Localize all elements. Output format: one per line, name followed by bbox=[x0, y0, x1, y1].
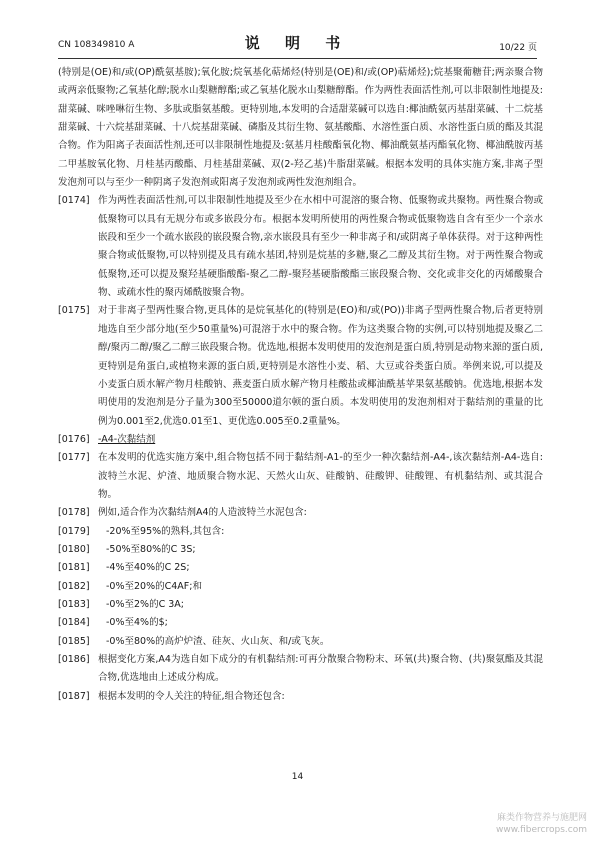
page-number: 14 bbox=[291, 772, 304, 782]
paragraph-text: -4%至40%的C 2S; bbox=[106, 562, 190, 574]
watermark bbox=[496, 812, 587, 836]
paragraph-text: 例如,适合作为次黏结剂A4的人造波特兰水泥包含: bbox=[98, 507, 307, 519]
paragraph-text: -0%至80%的高炉炉渣、硅灰、火山灰、和/或飞灰。 bbox=[106, 635, 330, 647]
paragraph bbox=[58, 523, 543, 541]
header-divider bbox=[58, 58, 537, 59]
paragraph-number: [0186] bbox=[58, 654, 90, 665]
paragraph-text: -0%至2%的C 3A; bbox=[106, 598, 184, 610]
paragraph-number: [0183] bbox=[58, 598, 90, 610]
paragraph bbox=[58, 192, 543, 302]
page-info: 10/22 页 bbox=[499, 43, 537, 53]
watermark-text: 麻类作物营养与施肥网 bbox=[496, 813, 587, 823]
page-header bbox=[58, 22, 537, 62]
document-body bbox=[58, 64, 543, 754]
paragraph bbox=[58, 614, 543, 632]
paragraph-number: [0182] bbox=[58, 580, 90, 592]
paragraph bbox=[58, 559, 543, 577]
paragraph-number: [0177] bbox=[58, 452, 90, 464]
paragraph bbox=[58, 651, 543, 688]
paragraph-text: 根据本发明的令人关注的特征,组合物还包含: bbox=[98, 690, 285, 702]
watermark-url: www.fibercrops.com bbox=[496, 825, 587, 835]
paragraph-number: [0174] bbox=[58, 195, 90, 207]
paragraph-number: [0180] bbox=[58, 543, 90, 555]
paragraph-text: 根据变化方案,A4为选自如下成分的有机黏结剂:可再分散聚合物粉末、环氧(共)聚合物、(共)聚氨酯及其混合物,优选地由上述成分构成。 bbox=[98, 654, 543, 684]
paragraph-text: -A4-次黏结剂 bbox=[98, 433, 156, 445]
paragraph bbox=[58, 449, 543, 504]
paragraph bbox=[58, 578, 543, 596]
paragraph-number: [0181] bbox=[58, 562, 90, 574]
paragraph bbox=[58, 596, 543, 614]
paragraph-list bbox=[58, 192, 543, 706]
paragraph-number: [0176] bbox=[58, 433, 90, 445]
intro-paragraph: (特别是(OE)和/或(OP)酰氨基胺);氧化胺;烷氧基化萜烯烃(特别是(OE)和/或(OP)萜烯烃);烷基聚葡糖苷;两亲聚合物或两亲低聚物;乙氧基化醇;脱水山梨糖醇酯;或乙氧基化脱水山梨糖醇酯。作为两性表面活性剂,可以非限制性地提及:甜菜碱、咪唑啉衍生物、多肽或脂氨基酸。更特别地,本发明的合适甜菜碱可以选自:椰油酰氨丙基甜菜碱、十二烷基甜菜碱、十六烷基甜菜碱、十八烷基甜菜碱、磷脂及其衍生物、氨基酸酯、水溶性蛋白质、水溶性蛋白质的酯及其混合物。作为阳离子表面活性剂,还可以非限制性地提及:氨基月桂酸酯氧化物、椰油酰氨基丙酯氧化物、椰油酰胺丙基二甲基胺氧化物、月桂基丙酸酯、月桂基甜菜碱、双(2-羟乙基)牛脂甜菜碱。根据本发明的具体实施方案,非离子型发泡剂可以与至少一种阴离子发泡剂或阳离子发泡剂或两性发泡剂组合。 bbox=[58, 67, 543, 189]
paragraph bbox=[58, 688, 543, 706]
paragraph bbox=[58, 541, 543, 559]
paragraph-text: 作为两性表面活性剂,可以非限制性地提及至少在水相中可混溶的聚合物、低聚物或共聚物。两性聚合物或低聚物可以具有无规分布或多嵌段分布。根据本发明所使用的两性聚合物或低聚物选自含有至少一个亲水嵌段和至少一个疏水嵌段的嵌段聚合物,亲水嵌段具有至少一种非离子和/或阴离子单体获得。对于这种两性聚合物或低聚物,可以特别提及具有疏水基团,特别是烷基的多糖,聚乙二醇及其衍生物。对于两性聚合物或低聚物,还可以提及聚羟基硬脂酸酯-聚乙二醇-聚羟基硬脂酸酯三嵌段聚合物、交化或非交化的丙烯酸聚合物、或疏水性的聚丙烯酰胺聚合物。 bbox=[98, 195, 543, 299]
paragraph-number: [0185] bbox=[58, 635, 90, 647]
paragraph-text: -0%至4%的$; bbox=[106, 617, 168, 629]
paragraph-number: [0175] bbox=[58, 305, 90, 317]
paragraph bbox=[58, 504, 543, 522]
paragraph-text: 在本发明的优选实施方案中,组合物包括不同于黏结剂-A1-的至少一种次黏结剂-A4-,该次黏结剂-A4-选自:波特兰水泥、炉渣、地质聚合物水泥、天然火山灰、硅酸钠、硅酸钾、硅酸锂、有机黏结剂、或其混合物。 bbox=[98, 452, 543, 500]
paragraph-text: -50%至80%的C 3S; bbox=[106, 543, 196, 555]
paragraph bbox=[58, 431, 543, 449]
paragraph-text: -0%至20%的C4AF;和 bbox=[106, 580, 202, 592]
paragraph bbox=[58, 633, 543, 651]
paragraph-text: -20%至95%的熟料,其包含: bbox=[106, 525, 225, 537]
paragraph-text: 对于非离子型两性聚合物,更具体的是烷氧基化的(特别是(EO)和/或(PO))非离子型两性聚合物,后者更特别地选自至少部分地(至少50重量%)可混溶于水中的聚合物。作为这类聚合物的实例,可以特别地提及聚乙二醇/聚丙二醇/聚乙二醇三嵌段聚合物。优选地,根据本发明使用的发泡剂是蛋白质,特别是动物来源的蛋白质,更特别是角蛋白,或植物来源的蛋白质,更特别是水溶性小麦、稻、大豆或谷类蛋白质。举例来说,可以提及小麦蛋白质水解产物月桂酸钠、燕麦蛋白质水解产物月桂酸盐或椰油酰基苹果氨基酸钠。优选地,根据本发明使用的发泡剂是分子量为300至50000道尔顿的蛋白质。本发明使用的发泡剂相对于黏结剂的重量的比例为0.001至2,优选0.01至1、更优选0.005至0.2重量%。 bbox=[98, 305, 543, 427]
patent-number: CN 108349810 A bbox=[58, 40, 135, 50]
paragraph-number: [0187] bbox=[58, 690, 90, 702]
paragraph bbox=[58, 302, 543, 430]
paragraph-number: [0179] bbox=[58, 525, 90, 537]
paragraph-number: [0178] bbox=[58, 507, 90, 519]
paragraph-number: [0184] bbox=[58, 617, 90, 629]
document-title: 说 明 书 bbox=[244, 34, 351, 52]
